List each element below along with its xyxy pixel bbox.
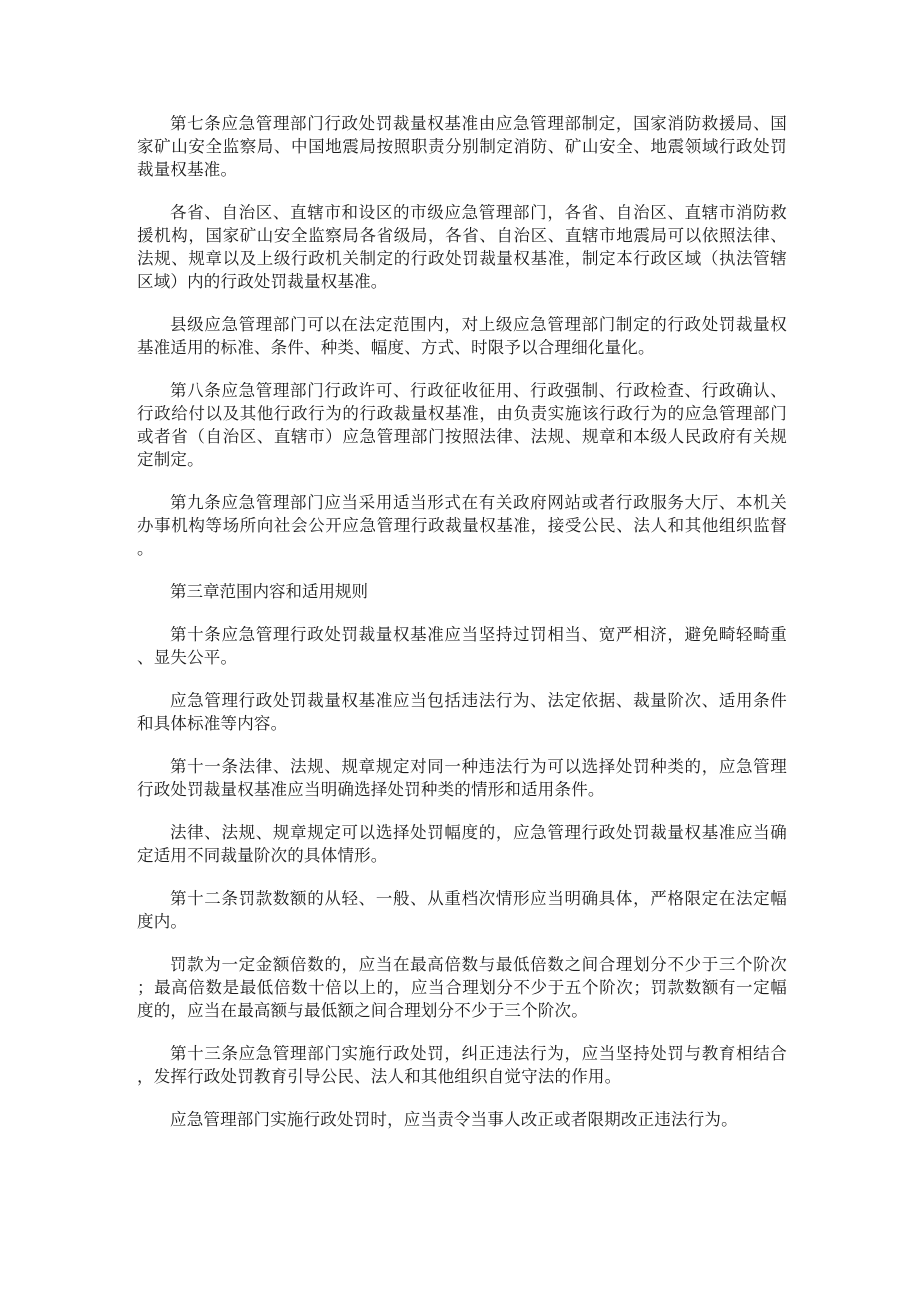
chapter-3-heading: 第三章范围内容和适用规则	[170, 582, 368, 601]
article-12-fine-paragraph: 罚款为一定金额倍数的，应当在最高倍数与最低倍数之间合理划分不少于三个阶次；最高倍数是最低倍数十倍以上的，应当合理划分不少于五个阶次；罚款数额有一定幅度的，应当在最高额与最低额之间合理划分不少于三个阶次。	[137, 955, 787, 1020]
article-13-paragraph: 第十三条应急管理部门实施行政处罚，纠正违法行为，应当坚持处罚与教育相结合，发挥行政处罚教育引导公民、法人和其他组织自觉守法的作用。	[137, 1044, 787, 1086]
article-12-paragraph: 第十二条罚款数额的从轻、一般、从重档次情形应当明确具体，严格限定在法定幅度内。	[137, 889, 787, 931]
article-7-provincial-paragraph: 各省、自治区、直辖市和设区的市级应急管理部门，各省、自治区、直辖市消防救援机构，国家矿山安全监察局各省级局，各省、自治区、直辖市地震局可以依照法律、法规、规章以及上级行政机关制定的行政处罚裁量权基准，制定本行政区域（执法管辖区域）内的行政处罚裁量权基准。	[137, 203, 787, 291]
article-7-paragraph: 第七条应急管理部门行政处罚裁量权基准由应急管理部制定，国家消防救援局、国家矿山安全监察局、中国地震局按照职责分别制定消防、矿山安全、地震领域行政处罚裁量权基准。	[137, 114, 787, 179]
article-10-content-paragraph: 应急管理行政处罚裁量权基准应当包括违法行为、法定依据、裁量阶次、适用条件和具体标准等内容。	[137, 691, 787, 733]
article-9-paragraph: 第九条应急管理部门应当采用适当形式在有关政府网站或者行政服务大厅、本机关办事机构等场所向社会公开应急管理行政裁量权基准，接受公民、法人和其他组织监督。	[137, 493, 787, 558]
article-10-paragraph: 第十条应急管理行政处罚裁量权基准应当坚持过罚相当、宽严相济，避免畸轻畸重、显失公平。	[137, 625, 787, 667]
article-11-range-paragraph: 法律、法规、规章规定可以选择处罚幅度的，应急管理行政处罚裁量权基准应当确定适用不同裁量阶次的具体情形。	[137, 823, 787, 865]
article-11-paragraph: 第十一条法律、法规、规章规定对同一种违法行为可以选择处罚种类的，应急管理行政处罚裁量权基准应当明确选择处罚种类的情形和适用条件。	[137, 757, 787, 799]
document-page	[137, 112, 787, 1151]
article-13-correction-paragraph: 应急管理部门实施行政处罚时，应当责令当事人改正或者限期改正违法行为。	[170, 1110, 738, 1129]
article-8-paragraph: 第八条应急管理部门行政许可、行政征收征用、行政强制、行政检查、行政确认、行政给付以及其他行政行为的行政裁量权基准，由负责实施该行政行为的应急管理部门或者省（自治区、直辖市）应急管理部门按照法律、法规、规章和本级人民政府有关规定制定。	[137, 381, 787, 469]
article-7-county-paragraph: 县级应急管理部门可以在法定范围内，对上级应急管理部门制定的行政处罚裁量权基准适用的标准、条件、种类、幅度、方式、时限予以合理细化量化。	[137, 315, 787, 357]
